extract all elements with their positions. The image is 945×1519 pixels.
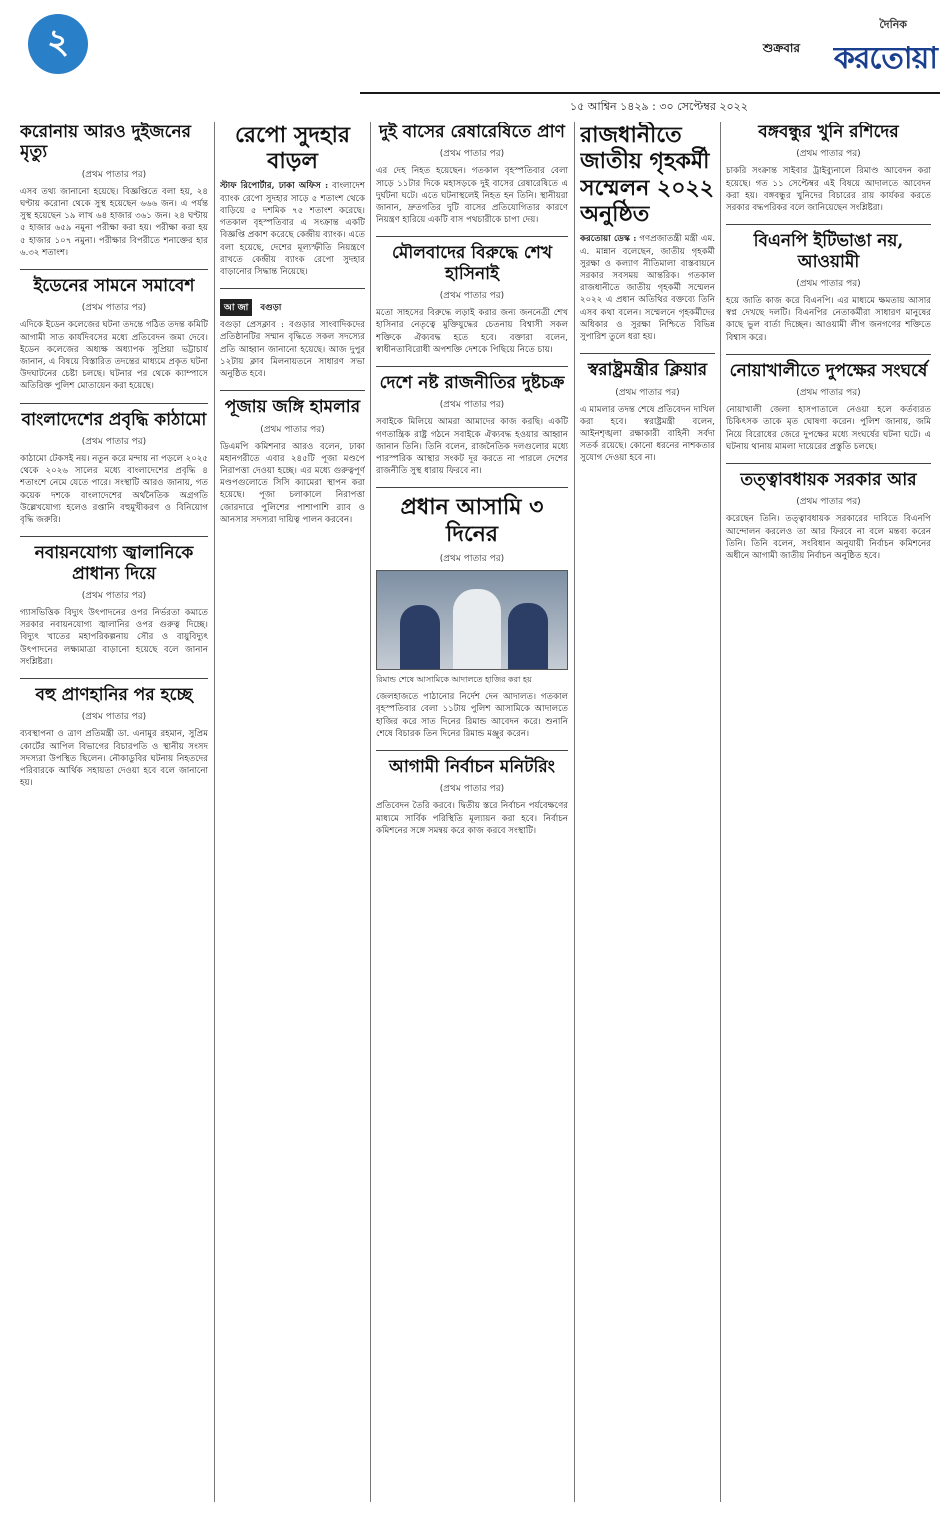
story-separator xyxy=(726,224,931,225)
headline: আগামী নির্বাচন মনিটরিং xyxy=(388,757,555,777)
continuation-note: (প্রথম পাতার পর) xyxy=(439,784,505,795)
article-body: জেলহাজতে পাঠানোর নির্দেশ দেন আদালত। গতকাল বৃহস্পতিবার বেলা ১১টায় পুলিশ আসামিকে আদালতে হাজির করে সাত দিনের রিমান্ড আবেদন করে। শুনানি শেষে বিচারক তিন দিনের রিমান্ড মঞ্জুর করেন। xyxy=(376,692,568,739)
section-label: আ জা xyxy=(220,299,252,316)
column-divider xyxy=(214,122,215,1502)
article-body: গ্যাসভিত্তিক বিদ্যুৎ উৎপাদনের ওপর নির্ভরতা কমাতে সরকার নবায়নযোগ্য জ্বালানির ওপর গুরুত্ব দিচ্ছে। বিদ্যুৎ খাতের মহাপরিকল্পনায় সৌর ও বায়ুবিদ্যুৎ উৎপাদনের লক্ষ্যমাত্রা বাড়ানো হয়েছে বলে জানান সংশ্লিষ্টরা। xyxy=(20,608,208,667)
story-separator xyxy=(376,750,568,751)
story-growth xyxy=(20,410,208,527)
byline: স্টাফ রিপোর্টার, ঢাকা অফিস : xyxy=(220,180,329,191)
story-separator xyxy=(726,463,931,464)
article-body xyxy=(220,179,365,278)
article-body: করেছেন তিনি। তত্ত্বাবধায়ক সরকারের দাবিতে বিএনপি আন্দোলন করলেও তা আর ফিরবে না বলে মন্তব্য করেন তিনি। তিনি বলেন, সংবিধান অনুযায়ী নির্বাচন কমিশনের অধীনে আগামী জাতীয় নির্বাচন অনুষ্ঠিত হবে। xyxy=(726,514,931,561)
continuation-note: (প্রথম পাতার পর) xyxy=(81,437,147,447)
story-renewable xyxy=(20,543,208,668)
story-separator xyxy=(20,403,208,404)
continuation-note: (প্রথম পাতার পর) xyxy=(81,303,147,314)
news-photo xyxy=(376,570,568,670)
continuation-note: (প্রথম পাতার পর) xyxy=(81,169,147,180)
column-divider xyxy=(574,122,575,1502)
continuation-note: (প্রথম পাতার পর) xyxy=(796,149,861,160)
article-body: কাঠামো টেকসই নয়। নতুন করে মন্দায় না পড়লে ২০২৫ থেকে ২০২৬ সালের মধ্যে বাংলাদেশের প্রবৃদ্ধি ৪ শতাংশে নেমে যেতে পারে। সংস্থাটি আরও জানায়, গত কয়েক দশকে বাংলাদেশের অর্থনৈতিক অগ্রগতি উল্লেখযোগ্য হলেও রপ্তানি বহুমুখীকরণ ও বিনিয়োগ বৃদ্ধি জরুরি। xyxy=(20,454,208,526)
column-5 xyxy=(726,122,931,1502)
continuation-note: (প্রথম পাতার পর) xyxy=(81,591,147,601)
column-3 xyxy=(376,122,568,1502)
headline: বাংলাদেশের প্রবৃদ্ধি কাঠামো xyxy=(21,409,207,430)
article-body: এসব তথ্য জানানো হয়েছে। বিজ্ঞপ্তিতে বলা হয়, ২৪ ঘণ্টায় করোনা থেকে সুস্থ হয়েছেন ৬৬৬ জন। এ পর্যন্ত সুস্থ হয়েছেন ১৯ লাখ ৬৪ হাজার ৩৬১ জন। ২৪ ঘণ্টায় ৫ হাজার ৬৫৯ নমুনা পরীক্ষা করা হয়। পরীক্ষা করা হয় ৫ হাজার ১০৭ নমুনা। পরীক্ষার বিপরীতে শনাক্তের হার ৬.৩২ শতাংশ। xyxy=(20,186,208,258)
masthead xyxy=(0,0,945,113)
headline: নোয়াখালীতে দুপক্ষের সংঘর্ষে xyxy=(729,360,928,381)
story-separator xyxy=(20,678,208,679)
story-repo-rate xyxy=(220,122,365,278)
story-domestic-workers xyxy=(580,122,715,343)
article-text: বাংলাদেশ ব্যাংক রেপো সুদহার সাড়ে ৫ শতাংশ থেকে বাড়িয়ে ৫ দশমিক ৭৫ শতাংশ করেছে। গতকাল বৃহস্পতিবার এ সংক্রান্ত একটি বিজ্ঞপ্তি প্রকাশ করেছে কেন্দ্রীয় ব্যাংক। এতে বলা হয়েছে, দেশের মূল্যস্ফীতি নিয়ন্ত্রণে রাখতে কেন্দ্রীয় ব্যাংক রেপো সুদহার বাড়ানোর সিদ্ধান্ত নিয়েছে। xyxy=(220,180,365,277)
column-2 xyxy=(220,122,365,1502)
story-separator xyxy=(220,288,365,289)
headline: প্রধান আসামি ৩ দিনের xyxy=(400,494,544,547)
headline: দুই বাসের রেষারেষিতে প্রাণ xyxy=(379,122,565,142)
continuation-note: (প্রথম পাতার পর) xyxy=(439,554,505,565)
column-4 xyxy=(580,122,715,1502)
article-text: গণপ্রজাতন্ত্রী মন্ত্রী এম. এ. মান্নান বলেছেন, জাতীয় গৃহকর্মী সুরক্ষা ও কল্যাণ নীতিমালা বাস্তবায়নে সরকার সবসময় আন্তরিক। গতকাল রাজধানীতে জাতীয় গৃহকর্মী সম্মেলন ২০২২ এ প্রধান অতিথির বক্তব্যে তিনি এসব কথা বলেন। সম্মেলনে গৃহকর্মীদের অধিকার ও সুরক্ষা নিশ্চিতে বিভিন্ন সুপারিশ তুলে ধরা হয়। xyxy=(580,233,715,342)
article-body: এ মামলার তদন্ত শেষে প্রতিবেদন দাখিল করা হবে। স্বরাষ্ট্রমন্ত্রী বলেন, আইনশৃঙ্খলা রক্ষাকারী বাহিনী সর্বদা সতর্ক রয়েছে। কোনো ধরনের নাশকতার সুযোগ দেওয়া হবে না। xyxy=(580,404,715,464)
article-body: সবাইকে মিলিয়ে আমরা আমাদের কাজ করছি। একটি গণতান্ত্রিক রাষ্ট্র গঠনে সবাইকে ঐক্যবদ্ধ হওয়ার আহ্বান জানান তিনি। তিনি বলেন, রাজনৈতিক দলগুলোর মধ্যে পারস্পরিক আস্থার সংকট দূর করতে না পারলে দেশের রাজনীতি সুস্থ ধারায় ফিরবে না। xyxy=(376,417,568,477)
article-body: ডিএমপি কমিশনার আরও বলেন, ঢাকা মহানগরীতে এবার ২৪৫টি পূজা মণ্ডপে নিরাপত্তা দেওয়া হচ্ছে। এর মধ্যে গুরুত্বপূর্ণ মণ্ডপগুলোতে সিসি ক্যামেরা স্থাপন করা হয়েছে। পূজা চলাকালে নিরাপত্তা জোরদারে পুলিশের পাশাপাশি র‍্যাব ও আনসার সদস্যরা দায়িত্ব পালন করবেন। xyxy=(220,441,365,525)
byline: করতোয়া ডেস্ক : xyxy=(580,233,637,244)
story-bogura-brief xyxy=(220,295,365,380)
photo-figure xyxy=(508,603,548,669)
continuation-note: (প্রথম পাতার পর) xyxy=(796,388,861,399)
story-separator xyxy=(20,269,208,270)
headline: বঙ্গবন্ধুর খুনি রশিদের xyxy=(758,122,899,142)
story-noakhali-clash xyxy=(726,361,931,453)
headline: পূজায় জঙ্গি হামলার xyxy=(224,397,361,418)
story-fundamentalism xyxy=(376,243,568,356)
column-divider xyxy=(370,122,371,1502)
continuation-note: (প্রথম পাতার পর) xyxy=(796,278,861,289)
article-body: চাকরি সংক্রান্ত সাইবার ট্রাইব্যুনালে রিমাণ্ড আবেদন করা হয়েছে। গত ১১ সেপ্টেম্বর এই বিষয়ে আদালতে আবেদন করা হয়। বঙ্গবন্ধুর খুনিদের বিচারের রায় কার্যকর করতে সরকার বদ্ধপরিকর বলে জানিয়েছেন সংশ্লিষ্টরা। xyxy=(726,166,931,213)
photo-caption: রিমান্ড শেষে আসামিকে আদালতে হাজির করা হয় xyxy=(376,675,532,685)
newspaper-logo: করতোয়া xyxy=(833,41,937,76)
page-number: ২ xyxy=(46,21,70,62)
continuation-note: (প্রথম পাতার পর) xyxy=(796,497,861,508)
headline: তত্ত্বাবধায়ক সরকার আর xyxy=(740,470,917,490)
article-body: প্রতিবেদন তৈরি করবে। দ্বিতীয় স্তরে নির্বাচন পর্যবেক্ষণের মাধ্যমে সার্বিক পরিস্থিতি মূল্যায়ন করা হবে। নির্বাচন কমিশনের সঙ্গে সমন্বয় করে কাজ করবে সংস্থাটি। xyxy=(376,801,568,836)
column-1 xyxy=(20,122,208,1502)
story-puja-security xyxy=(220,397,365,526)
issue-date: ১৫ আশ্বিন ১৪২৯ : ৩০ সেপ্টেম্বর ২০২২ xyxy=(570,100,748,113)
article-body: বগুড়া প্রেসক্লাব : বগুড়ার সাংবাদিকদের প্রতিষ্ঠানটির সম্মান বৃদ্ধিতে সকল সদস্যের প্রতি আহ্বান জানানো হয়েছে। আজ দুপুর ১২টায় ক্লাব মিলনায়তনে সাধারণ সভা অনুষ্ঠিত হবে। xyxy=(220,320,365,380)
story-separator xyxy=(580,353,715,354)
headline: রাজধানীতে জাতীয় গৃহকর্মী সম্মেলন ২০২২ অনুষ্ঠিত xyxy=(580,122,715,228)
story-separator xyxy=(376,487,568,488)
story-rashid xyxy=(726,122,931,214)
story-separator xyxy=(726,354,931,355)
headline: নবায়নযোগ্য জ্বালানিকে প্রাধান্য দিয়ে xyxy=(34,543,194,584)
article-body: হয়ে জাতি কাজ করে বিএনপি। এর মাধ্যমে ক্ষমতায় আসার স্বপ্ন দেখছে দলটি। বিএনপির নেতাকর্মীরা সাধারণ মানুষের কাছে ভুল বার্তা দিচ্ছেন। আওয়ামী লীগ জনগণের শক্তিতে বিশ্বাস করে। xyxy=(726,295,931,343)
story-separator xyxy=(20,536,208,537)
story-accused-remand xyxy=(376,494,568,740)
column-divider xyxy=(720,122,721,1502)
headline: করোনায় আরও দুইজনের মৃত্যু xyxy=(20,122,191,163)
headline: মৌলবাদের বিরুদ্ধে শেখ হাসিনাই xyxy=(392,243,552,284)
weekday: শুক্রবার xyxy=(762,41,800,55)
continuation-note: (প্রথম পাতার পর) xyxy=(439,291,505,302)
continuation-note: (প্রথম পাতার পর) xyxy=(260,424,325,435)
headline: স্বরাষ্ট্রমন্ত্রীর ক্লিয়ার xyxy=(587,360,708,381)
story-separator xyxy=(220,390,365,391)
brand-prefix: দৈনিক xyxy=(879,18,907,31)
story-bus-race xyxy=(376,122,568,226)
story-separator xyxy=(376,236,568,237)
continuation-note: (প্রথম পাতার পর) xyxy=(81,712,147,723)
story-bnp xyxy=(726,231,931,344)
article-body xyxy=(580,232,715,344)
continuation-note: (প্রথম পাতার পর) xyxy=(439,149,505,160)
story-corona xyxy=(20,122,208,259)
story-caretaker-govt xyxy=(726,470,931,562)
headline: রেপো সুদহার বাড়ল xyxy=(235,122,350,175)
headline: বিএনপি ইটিভাঙা নয়, আওয়ামী xyxy=(753,231,904,272)
continuation-note: (প্রথম পাতার পর) xyxy=(439,400,505,411)
page-number-badge xyxy=(28,14,88,74)
article-body: মতো সাহসের বিরুদ্ধে লড়াই করার জন্য জননেত্রী শেখ হাসিনার নেতৃত্বে মুক্তিযুদ্ধের চেতনায় বিশ্বাসী সকল শক্তিকে ঐক্যবদ্ধ হতে হবে। বক্তারা বলেন, স্বাধীনতাবিরোধী অপশক্তি দেশকে পিছিয়ে নিতে চায়। xyxy=(376,308,568,355)
photo-figure xyxy=(400,605,440,669)
headline: বহু প্রাণহানির পর হচ্ছে xyxy=(35,685,193,706)
headline: ইডেনের সামনে সমাবেশ xyxy=(33,276,195,296)
story-eden xyxy=(20,276,208,393)
story-politics xyxy=(376,373,568,477)
headline: দেশে নষ্ট রাজনীতির দুষ্টচক্র xyxy=(379,373,565,393)
article-body: ব্যবস্থাপনা ও ত্রাণ প্রতিমন্ত্রী ডা. এনামুর রহমান, সুপ্রিম কোর্টের আপিল বিভাগের বিচারপতি ও স্থানীয় সংসদ সদস্যরা উপস্থিত ছিলেন। নৌকাডুবির ঘটনায় নিহতদের পরিবারকে আর্থিক সহায়তা দেওয়া হবে বলে জানানো হয়। xyxy=(20,729,208,789)
story-casualties xyxy=(20,685,208,789)
story-separator xyxy=(376,366,568,367)
continuation-note: (প্রথম পাতার পর) xyxy=(615,387,680,398)
story-home-minister xyxy=(580,360,715,464)
article-body: এদিকে ইডেন কলেজের ঘটনা তদন্তে গঠিত তদন্ত কমিটি আগামী সাত কার্যদিবসের মধ্যে প্রতিবেদন জমা দেবে। ইডেন কলেজের অধ্যক্ষ অধ্যাপক সুপ্রিয়া ভট্টাচার্য জানান, এ বিষয়ে বিস্তারিত তদন্তের মাধ্যমে প্রকৃত ঘটনা উদঘাটনের চেষ্টা চলছে। ঘটনার পর থেকে ক্যাম্পাসে অতিরিক্ত পুলিশ মোতায়েন করা হয়েছে। xyxy=(20,320,208,392)
article-body: এর দেহ নিহত হয়েছেন। গতকাল বৃহস্পতিবার বেলা সাড়ে ১১টার দিকে মহাসড়কে দুই বাসের রেষারেষিতে এ দুর্ঘটনা ঘটে। এতে ঘটনাস্থলেই নিহত হন তিনি। স্থানীয়রা জানান, দ্রুতগতির দুটি বাসের প্রতিযোগিতার কারণে নিয়ন্ত্রণ হারিয়ে একটি বাস পথচারীকে চাপা দেয়। xyxy=(376,166,568,226)
story-election-monitoring xyxy=(376,757,568,837)
masthead-rule xyxy=(360,92,940,94)
section-title: বগুড়া xyxy=(260,303,282,314)
photo-figure xyxy=(453,589,501,669)
article-body: নোয়াখালী জেলা হাসপাতালে নেওয়া হলে কর্তব্যরত চিকিৎসক তাকে মৃত ঘোষণা করেন। পুলিশ জানায়, জমি নিয়ে বিরোধের জেরে দুপক্ষের মধ্যে সংঘর্ষের ঘটনা ঘটে। এ ঘটনায় থানায় মামলা দায়েরের প্রস্তুতি চলছে। xyxy=(726,405,931,452)
